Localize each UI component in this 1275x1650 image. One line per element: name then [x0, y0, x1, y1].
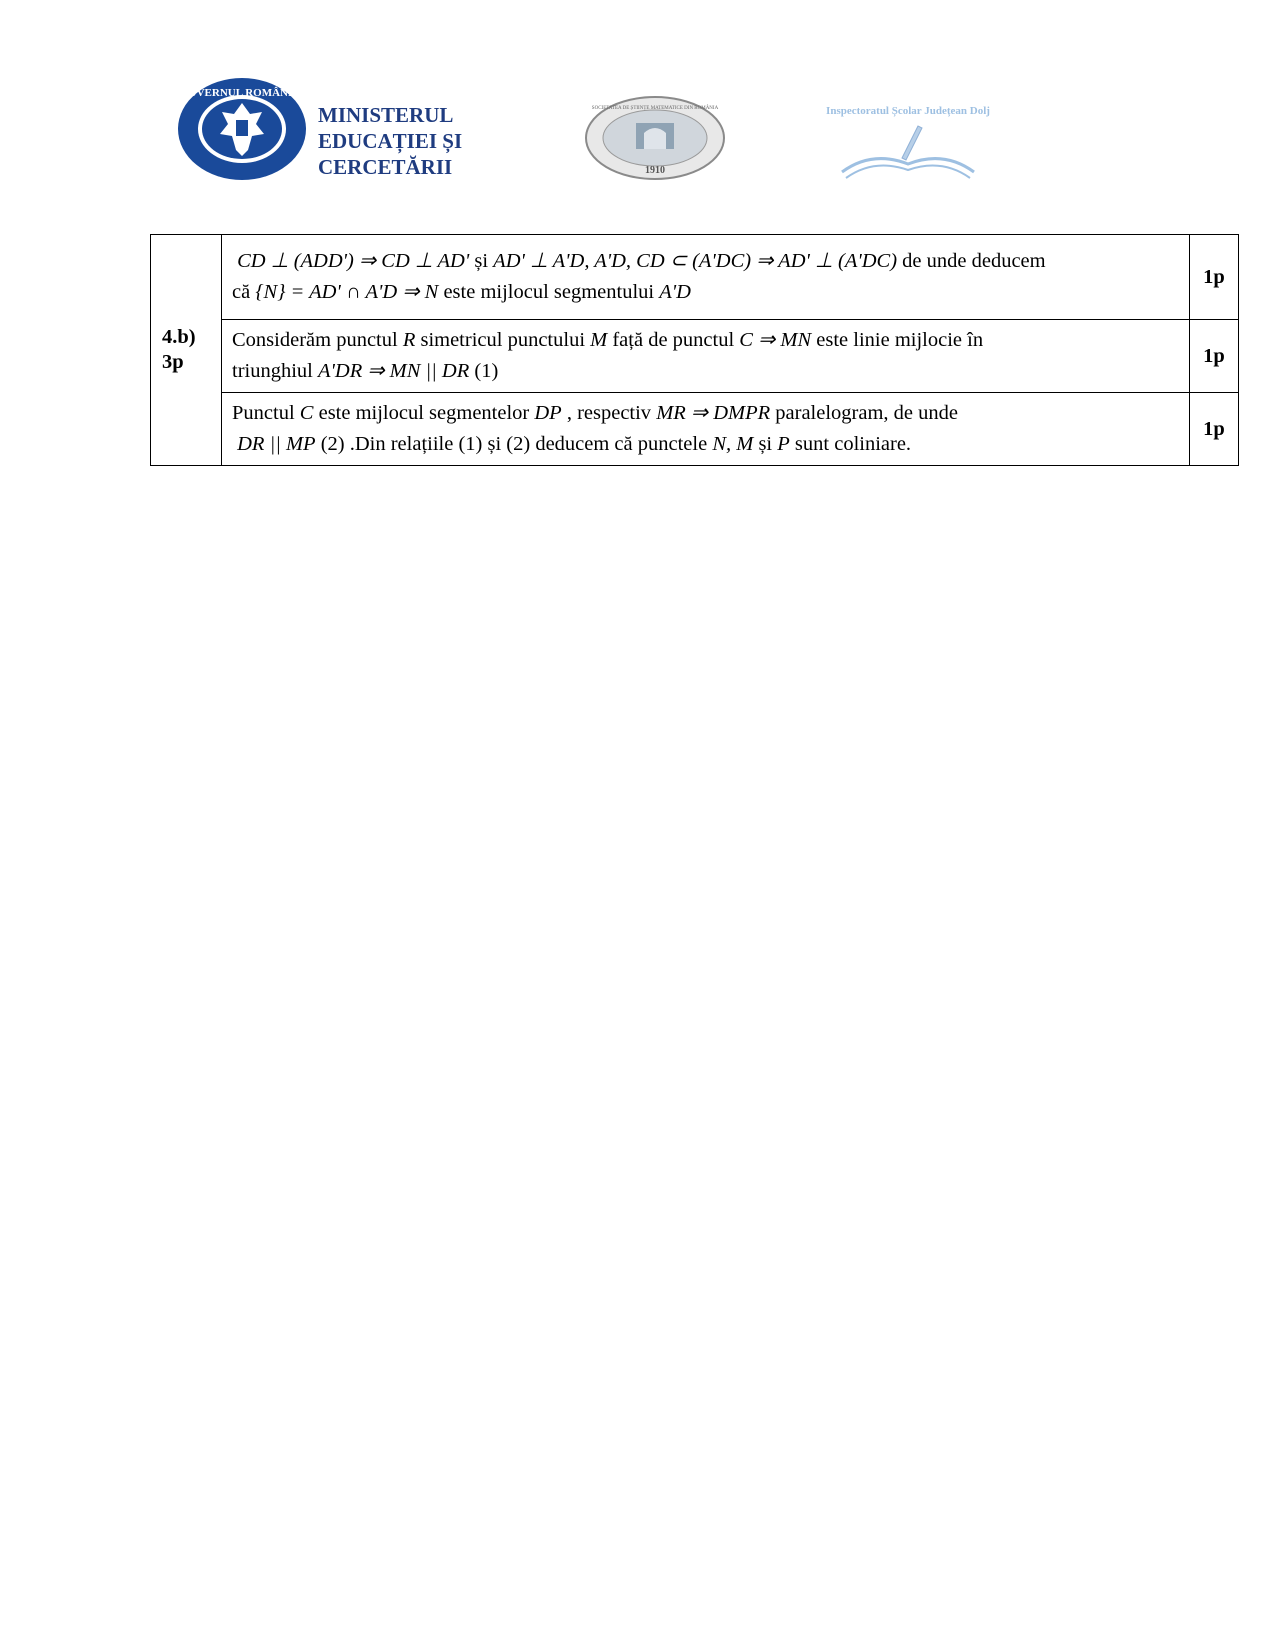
isj-logo-text: Inspectoratul Școlar Județean Dolj — [826, 105, 990, 117]
ministry-line1: MINISTERUL — [318, 103, 454, 127]
ssm-year: 1910 — [645, 165, 665, 176]
ministry-line2: EDUCAȚIEI ȘI — [318, 129, 463, 153]
points-cell: 1p — [1190, 235, 1239, 320]
points-cell: 1p — [1190, 393, 1239, 466]
table-row — [151, 235, 1239, 320]
ssm-seal-logo — [584, 95, 726, 181]
ministry-name — [318, 102, 462, 180]
solution-step-2: Considerăm punctul R simetricul punctului M față de punctul C ⇒ MN este linie mijlocie în triunghiul A'DR ⇒ MN || DR (1) — [222, 320, 1190, 393]
document-header — [0, 70, 1275, 190]
item-label-cell — [151, 235, 222, 466]
gov-logo-top-text: GUVERNUL ROMÂNIEI — [180, 87, 304, 99]
ssm-logo-text: SOCIETATEA DE ȘTIINȚE MATEMATICE DIN ROMÂNIA — [591, 106, 719, 111]
solution-step-3: Punctul C este mijlocul segmentelor DP , respectiv MR ⇒ DMPR paralelogram, de unde DR || MP (2) .Din relațiile (1) și (2) deducem că punctele N, M și P sunt coliniare. — [222, 393, 1190, 466]
table-row — [151, 393, 1239, 466]
item-number: 4.b) — [162, 326, 196, 348]
grading-table — [150, 234, 1239, 466]
solution-step-1: CD ⊥ (ADD') ⇒ CD ⊥ AD' și AD' ⊥ A'D, A'D, CD ⊂ (A'DC) ⇒ AD' ⊥ (A'DC) de unde deducem că {N} = AD' ∩ A'D ⇒ N este mijlocul segmentului A'D — [222, 235, 1190, 320]
table-row — [151, 320, 1239, 393]
points-cell: 1p — [1190, 320, 1239, 393]
isj-dolj-logo — [822, 92, 994, 184]
ministry-line3: CERCETĂRII — [318, 155, 453, 179]
government-seal-logo — [176, 76, 308, 182]
item-score: 3p — [162, 351, 184, 373]
